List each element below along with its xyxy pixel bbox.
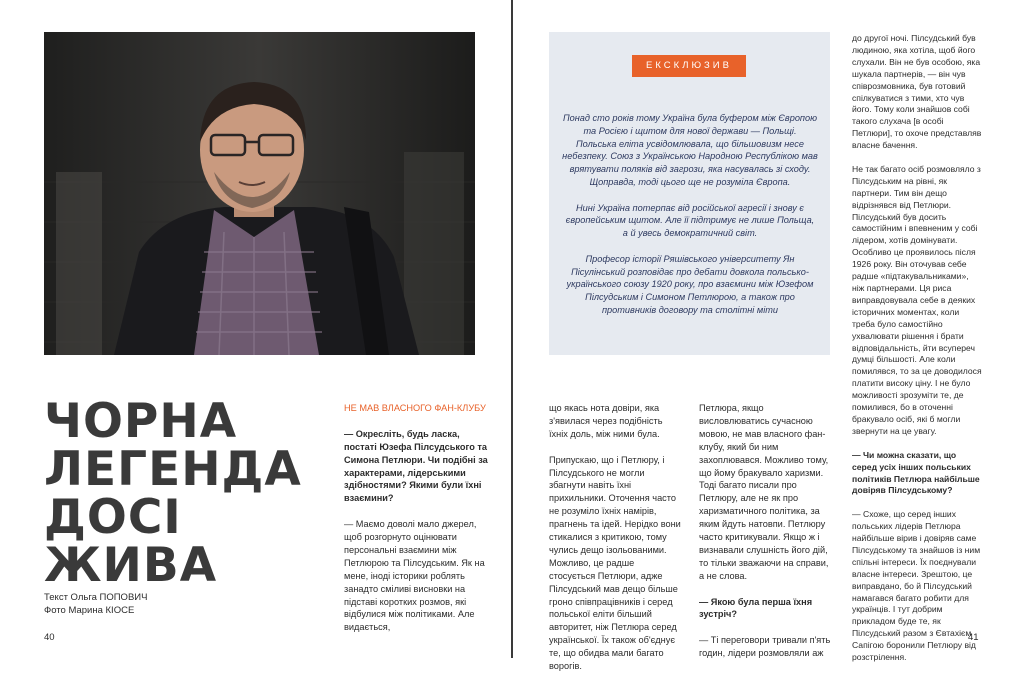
article-headline [44, 394, 344, 593]
lead-paragraph: Професор історії Ряшівського університету Ян Пісулінський розповідає про дебати довкола польсько-українського союзу 1920 року, про взаємини між Юзефом Пілсудським і Симоном Петлюрою, а також про противників договору та столітні міти [566, 253, 814, 315]
headline-line: ДОСІ [44, 490, 182, 545]
headline-line: ЖИВА [44, 538, 218, 593]
photo-credit: Фото Марина КІОСЕ [44, 605, 135, 616]
lead-paragraph: Нині Україна потерпає від російської агресії і знову є європейським щитом. Але її підтримує не лише Польща, а й увесь демократичний світ. [565, 202, 815, 239]
paragraph: до другої ночі. Пілсудський був людиною, яка хотіла, щоб його слухали. Він не був особою, яка шукала партнерів, — він чув співрозмовника, був готовий спілкуватися з тими, хто чув його. Тому коли знайшов собі такого слухача [в особі Петлюри], то охоче представляв власне бачення. [852, 33, 982, 151]
text-column-2 [549, 402, 681, 686]
lead-paragraph: Понад сто років тому Україна була буфером між Європою та Росією і щитом для нової держави — Польщі. Польська еліта усвідомлювала, що більшовизм несе небезпеку. Союз з Українською Народною Республікою мав врятувати поляків від загрози, яка насувалась зі сходу. Щоправда, тоді цього ще не розуміла Європа. [562, 113, 818, 187]
headline-line: ЛЕГЕНДА [44, 442, 302, 497]
author-credit: Текст Ольга ПОПОВИЧ [44, 592, 148, 603]
question: — Якою була перша їхня зустріч? [699, 596, 813, 620]
article-lead [562, 112, 818, 330]
page-number-left: 40 [44, 632, 55, 643]
section-heading: НЕ МАВ ВЛАСНОГО ФАН-КЛУБУ [344, 403, 486, 413]
paragraph: — Маємо доволі мало джерел, щоб розгорнуто оцінювати персональні взаємини між Петлюрою та Пілсудським. Як на мене, іноді історики роблять занадто сміливі висновки на підставі коротких розмов, які відбулися між політиками. Але видається, [344, 519, 485, 633]
paragraph: — Схоже, що серед інших польських лідерів Петлюра найбільше вірив і довіряв саме Пілсудському та знайшов із ним спільні інтереси. Їх поєднували власне інтереси. Зрештою, це виправдано, бо й Пілсудський намагався багато робити для українців. І тут добрим прикладом буде те, як Пілсудський разом з Євтахієм Сапігою боронили Петлюру від розстрілення. [852, 509, 981, 663]
paragraph: що якась нота довіри, яка з'явилася через подібність їхніх доль, між ними була. [549, 403, 663, 439]
byline [44, 591, 147, 617]
paragraph: — Ті переговори тривали п'ять годин, лідери розмовляли аж [699, 635, 831, 659]
exclusive-badge: ЕКСКЛЮЗИВ [632, 55, 746, 77]
page-gutter [511, 0, 513, 658]
paragraph: Припускаю, що і Петлюру, і Пілсудського не могли збагнути навіть їхні прихильники. Оточення часто не розуміло їхніх намірів, прагнень та ідей. Нерідко вони стикалися з критикою, тому чулись дещо ізольованими. Можливо, це радше стосується Петлюри, адже Пілсудський мав дещо більше гроно співпрацівників і серед польської еліти більший авторитет, ніж Петлюра серед української. Їх також об'єднує те, що обидва мали багато ворогів. [549, 454, 681, 672]
page-number-right: 41 [968, 632, 979, 643]
paragraph: Не так багато осіб розмовляло з Пілсудським на рівні, як партнери. Тим він дещо відрізнявся від Петлюри. Пілсудський був досить самостійним і впевненим у собі лідером, хотів домінувати. Особливо це проявилось після 1926 року. Він оточував себе радше «підтакувальниками», ніж партнерами. Ця риса виправдовувала себе в деяких історичних моментах, коли треба було самостійно ухвалювати рішення і брати відповідальність, йти всупереч думці більшості. Але коли помилявся, то за це доводилося платити високу ціну. І не було можливості зрозуміти те, де помилився, бо в оточенні бракувало осіб, які б могли звернути на це увагу. [852, 163, 982, 436]
headline-line: ЧОРНА [44, 394, 238, 449]
text-column-4 [852, 33, 982, 664]
question: — Чи можна сказати, що серед усіх інших польських політиків Петлюра найбільше довіряв Пілсудському? [852, 449, 980, 496]
paragraph: Петлюра, якщо висловлюватись сучасною мовою, не мав власного фан-клубу, який би ним захоплювався. Можливо тому, що йому бракувало харизми. Тоді багато писали про Петлюру, але не як про харизматичного політика, за яким йдуть натовпи. Петлюру часто критикували. Якщо ж і визнавали слушність його дій, то тільки зважаючи на справи, а не слова. [699, 403, 829, 581]
text-column-1 [344, 402, 490, 647]
portrait-photo [44, 32, 475, 355]
question: — Окресліть, будь ласка, постаті Юзефа Пілсудського та Симона Петлюри. Чи подібні за характерами, лідерськими здібностями? Якими були їхні взаємини? [344, 428, 488, 504]
text-column-3 [699, 402, 833, 673]
